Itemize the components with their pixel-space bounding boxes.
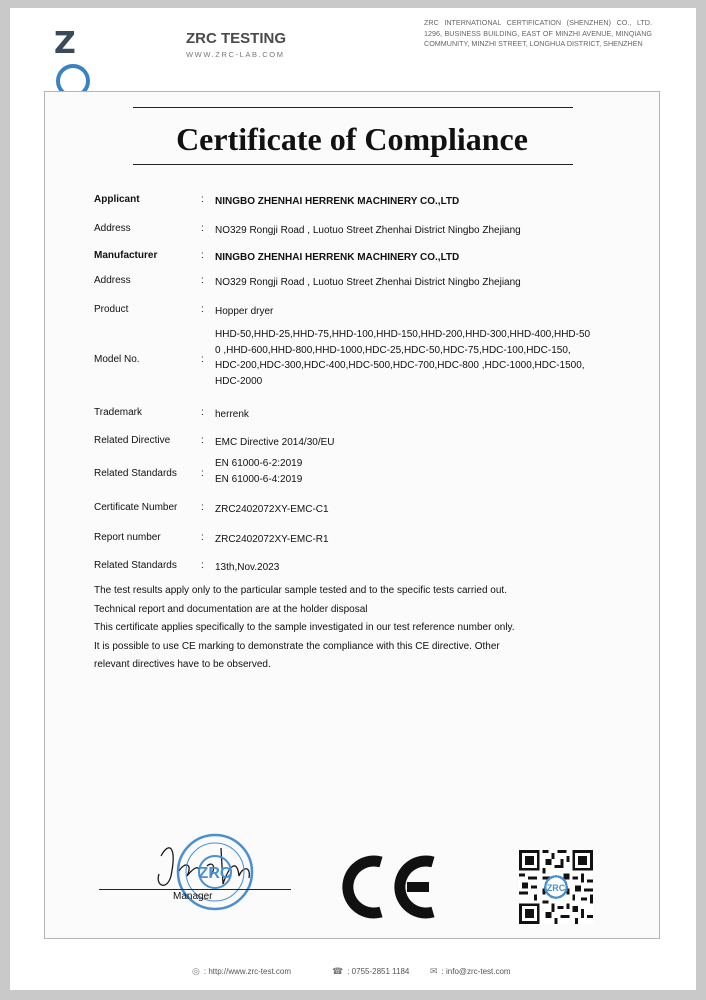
related-directive-value: EMC Directive 2014/30/EU	[215, 437, 335, 448]
stamp-text: ZRC	[198, 865, 232, 882]
model-no-line: 0 ,HHD-600,HHD-800,HHD-1000,HDC-25,HDC-50,HDC-75,HDC-100,HDC-150,	[215, 344, 571, 356]
manufacturer-address-label: Address	[94, 275, 131, 286]
note-line: relevant directives have to be observed.	[94, 659, 271, 671]
signature-line	[99, 889, 291, 890]
model-no-line: HDC-200,HDC-300,HDC-400,HDC-500,HDC-700,HDC-800 ,HDC-1000,HDC-1500,	[215, 360, 585, 371]
manufacturer-address-value: NO329 Rongji Road , Luotuo Street Zhenhai District Ningbo Zhejiang	[215, 277, 521, 288]
brand-name: ZRC TESTING	[186, 30, 286, 47]
model-no-line: HHD-50,HHD-25,HHD-75,HHD-100,HHD-150,HHD-200,HHD-300,HHD-400,HHD-50	[215, 329, 591, 340]
company-address: ZRC INTERNATIONAL CERTIFICATION (SHENZHEN) CO., LTD. 1296, BUSINESS BUILDING, EAST OF MINZHI AVENUE, MINQIANG COMMUNITY, MINZHI STREET, LONGHUA DISTRICT, SHENZHEN	[424, 18, 652, 49]
report-number-label: Report number	[94, 532, 161, 543]
mail-icon: ✉	[430, 966, 438, 976]
footer-website[interactable]: ◎ : http://www.zrc-test.com	[192, 966, 291, 976]
date-label: Related Standards	[94, 560, 177, 571]
standard-line: EN 61000-6-2:2019	[215, 458, 303, 469]
applicant-address-label: Address	[94, 223, 131, 234]
title-rule-bottom	[133, 164, 573, 165]
qr-logo-text: ZRC	[546, 883, 566, 894]
applicant-address-value: NO329 Rongji Road , Luotuo Street Zhenhai District Ningbo Zhejiang	[215, 225, 521, 236]
footer-phone: ☎ : 0755-2851 1184	[332, 966, 410, 976]
related-standards-label: Related Standards	[94, 468, 177, 479]
note-line: It is possible to use CE marking to demonstrate the compliance with this CE directive. Other	[94, 640, 500, 652]
model-no-label: Model No.	[94, 354, 140, 365]
date-value: 13th,Nov.2023	[215, 562, 280, 573]
manufacturer-value: NINGBO ZHENHAI HERRENK MACHINERY CO.,LTD	[215, 252, 460, 263]
applicant-label: Applicant	[94, 194, 140, 205]
model-no-line: HDC-2000	[215, 375, 263, 387]
certificate-number-value: ZRC2402072XY-EMC-C1	[215, 504, 329, 515]
signatory-label: Manager	[173, 891, 213, 902]
phone-icon: ☎	[332, 966, 344, 976]
standard-line: EN 61000-6-4:2019	[215, 473, 303, 485]
note-line: Technical report and documentation are at the holder disposal	[94, 603, 368, 615]
manufacturer-label: Manufacturer	[94, 250, 158, 261]
trademark-label: Trademark	[94, 407, 142, 418]
applicant-value: NINGBO ZHENHAI HERRENK MACHINERY CO.,LTD	[215, 196, 460, 207]
qr-code	[519, 850, 593, 924]
related-directive-label: Related Directive	[94, 435, 171, 446]
related-standards-value	[215, 456, 615, 487]
logo-mark: Z	[54, 26, 92, 138]
certificate-number-label: Certificate Number	[94, 502, 178, 513]
certificate-notes	[94, 582, 614, 675]
note-line: This certificate applies specifically to the sample investigated in our test reference number only.	[94, 622, 515, 634]
title-rule-top	[133, 107, 573, 108]
brand-url: WWW.ZRC-LAB.COM	[186, 50, 285, 59]
note-line: The test results apply only to the particular sample tested and to the specific tests carried out.	[94, 585, 507, 596]
product-value: Hopper dryer	[215, 306, 274, 317]
globe-icon: ◎	[192, 966, 200, 976]
ce-mark-icon	[341, 854, 441, 920]
certificate-page	[10, 8, 696, 990]
footer-email[interactable]: ✉ : info@zrc-test.com	[430, 966, 511, 976]
certificate-frame: Certificate of Compliance Applicant : NINGBO ZHENHAI HERRENK MACHINERY CO.,LTD Address : NO329 Rongji Road , Luotuo Street Zhenhai District Ningbo Zhejiang Manufacturer : NINGBO ZHENHAI HERRENK MACHINERY CO.,LTD Address : NO329 Rongji Road , Luotuo Street Zhenhai District Ningbo Zhejiang Product : Hopper dryer Model No. : HHD-50,HHD-25,HHD-75,HHD-100,HHD-150,HHD-200,HHD-300,HHD-400,HHD-50 0 ,HHD-600,HHD-800,HHD-1000,HDC-25,HDC-50,HDC-75,HDC-100,HDC-150, HDC-200,HDC-300,HDC-400,HDC-500,HDC-700,HDC-800 ,HDC-1000,HDC-1500, HDC-2000 Trademark : herrenk Related Directive : EMC Directive 2014/30/EU Related Standards : EN 61000-6-2:2019 EN 61000-6-4:2019 Certificate Number : ZRC2402072XY-EMC-C1 Report number : ZRC2402072XY-EMC-R1 Related Standards : 13th,Nov.2023 The test results apply only to the particular sample tested and to the specific tests carried out. Technical report and documentation are at the holder disposal This certificate applies specifically to the sample investigated in our test reference number only. It is possible to use CE marking to demonstrate the compliance with this CE directive. Other relevant directives have to be observed. ZRC Manager ZRC	[44, 91, 660, 939]
model-no-value	[215, 327, 615, 389]
product-label: Product	[94, 304, 129, 315]
report-number-value: ZRC2402072XY-EMC-R1	[215, 534, 329, 545]
trademark-value: herrenk	[215, 409, 249, 420]
certificate-title: Certificate of Compliance	[176, 121, 528, 157]
